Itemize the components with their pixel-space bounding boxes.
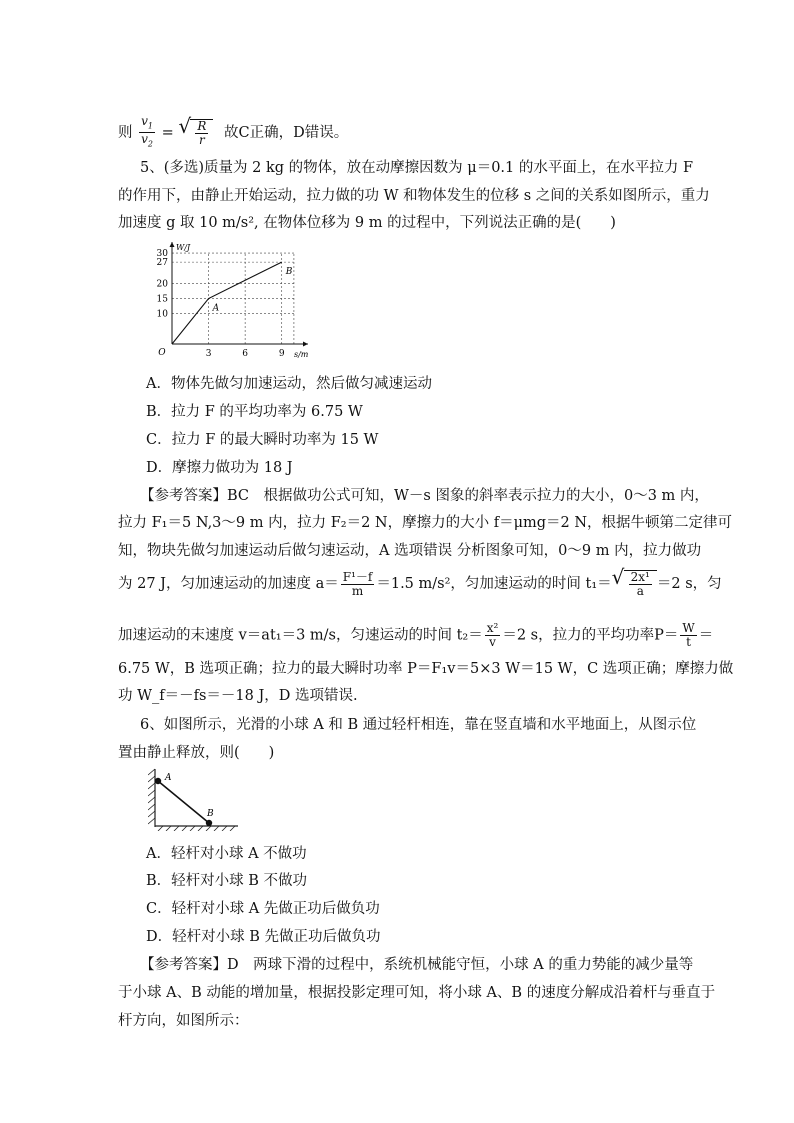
x-axis-arrow (303, 342, 308, 347)
q5-option-b: B．拉力 F 的平均功率为 6.75 W (146, 404, 363, 420)
q6-option-b: B．轻杆对小球 B 不做功 (146, 873, 308, 889)
accel-fraction: $\frac{\text{F¹－f}}{m}$ (342, 569, 373, 598)
q5-answer-line-2: 拉力 F₁＝5 N,3～9 m 内，拉力 F₂＝2 N，摩擦力的大小 f＝μmg＝2 N，根据牛顿第二定律可 (118, 515, 733, 531)
rod-wall-figure (148, 765, 244, 831)
q6-answer-line-1: 【参考答案】D 两球下滑的过程中，系统机械能守恒，小球 A 的重力势能的减少量等 (140, 957, 694, 973)
q5-option-d: D．摩擦力做功为 18 J (146, 460, 293, 476)
q6-option-d: D．轻杆对小球 B 先做正功后做负功 (146, 929, 381, 945)
prev-answer-line (118, 115, 348, 151)
point-label-A: A (212, 303, 220, 314)
q5-stem-line-2: 的作用下，由静止开始运动，拉力做的功 W 和物体发生的位移 s 之间的关系如图所示，重力 (118, 188, 710, 204)
q5-answer-line-1: 【参考答案】BC 根据做功公式可知，W－s 图象的斜率表示拉力的大小，0～3 m 内， (140, 488, 709, 504)
time-sqrt: √ $\frac{\text{2x¹}}{a}$ (624, 570, 657, 598)
t2-fraction: $\frac{\text{x²}}{v}$ (486, 621, 499, 649)
y-tick-label: 27 (156, 258, 168, 269)
q6-answer-line-2: 于小球 A、B 动能的增加量，根据投影定理可知，将小球 A、B 的速度分解成沿着杆与垂直于 (118, 985, 716, 1001)
q6-stem-line-1: 6、如图所示，光滑的小球 A 和 B 通过轻杆相连，靠在竖直墙和水平地面上，从图示位 (140, 717, 697, 733)
point-label-B: B (285, 267, 293, 278)
square-root: √ $\frac{R}{r}$ (190, 119, 213, 147)
q6-option-c: C．轻杆对小球 A 先做正功后做负功 (146, 901, 380, 917)
q5-answer-line-6: 6.75 W，B 选项正确；拉力的最大瞬时功率 P＝F₁v＝5×3 W＝15 W，C 选项正确；摩擦力做 (118, 661, 734, 677)
power-fraction: $\frac{W}{t}$ (682, 621, 695, 649)
q5-stem-line-1: 5、(多选)质量为 2 kg 的物体，放在动摩擦因数为 μ＝0.1 的水平面上，在水平拉力 F (140, 160, 694, 176)
x-axis-label: s/m (294, 350, 309, 359)
y-tick-label: 20 (156, 279, 168, 290)
ball-b-label: B (207, 809, 214, 819)
y-tick-label: 30 (156, 249, 168, 260)
x-tick-label: 3 (205, 349, 212, 359)
origin-label: O (158, 348, 166, 358)
wall-hatch (148, 769, 155, 827)
ball-b (206, 820, 212, 826)
ground-hatch (155, 826, 238, 831)
q5-answer-line-5: 加速运动的末速度 v＝at₁＝3 m/s，匀速运动的时间 t₂＝ $\frac{\text{x²}}{v}$ ＝2 s，拉力的平均功率P＝ $\frac{W}{t}$ ＝ (118, 621, 714, 649)
prev-conclusion: 故C正确，D错误。 (224, 124, 349, 141)
q5-answer-line-7: 功 W_f＝－fs＝－18 J，D 选项错误. (118, 688, 358, 704)
q5-answer-line-4: 为 27 J，匀加速运动的加速度 a＝ $\frac{\text{F¹－f}}{m}$ ＝1.5 m/s²，匀加速运动的时间 t₁＝ √ $\frac{\text{2x¹}}{a}$ ＝2 s，匀 (118, 570, 722, 598)
x-tick-label: 6 (242, 349, 249, 359)
ball-a (155, 778, 161, 784)
velocity-ratio: $\frac{v_1}{v_2}$ (141, 114, 153, 149)
q6-option-a: A．轻杆对小球 A 不做功 (146, 846, 307, 862)
q5-stem-line-3: 加速度 g 取 10 m/s², 在物体位移为 9 m 的过程中，下列说法正确的是( ) (118, 215, 616, 231)
light-rod (158, 781, 209, 823)
prev-prefix: 则 (118, 124, 133, 141)
q5-option-c: C．拉力 F 的最大瞬时功率为 15 W (146, 432, 379, 448)
series-line-W-s (172, 262, 282, 344)
y-axis-label: W/J (176, 243, 191, 252)
q6-stem-line-2: 置由静止释放，则( ) (118, 745, 275, 761)
y-tick-label: 15 (156, 294, 168, 305)
y-axis-arrow (170, 242, 175, 247)
equals-sign: = (161, 124, 174, 141)
ball-a-label: A (165, 773, 172, 783)
q5-option-a: A．物体先做匀加速运动，然后做匀减速运动 (146, 376, 432, 392)
w-s-chart (150, 240, 320, 365)
q5-answer-line-3: 知，物块先做匀加速运动后做匀速运动，A 选项错误 分析图象可知，0～9 m 内，拉力做功 (118, 543, 702, 559)
x-tick-label: 9 (278, 349, 285, 359)
y-tick-label: 10 (156, 309, 168, 320)
q6-answer-line-3: 杆方向，如图所示： (118, 1013, 249, 1029)
